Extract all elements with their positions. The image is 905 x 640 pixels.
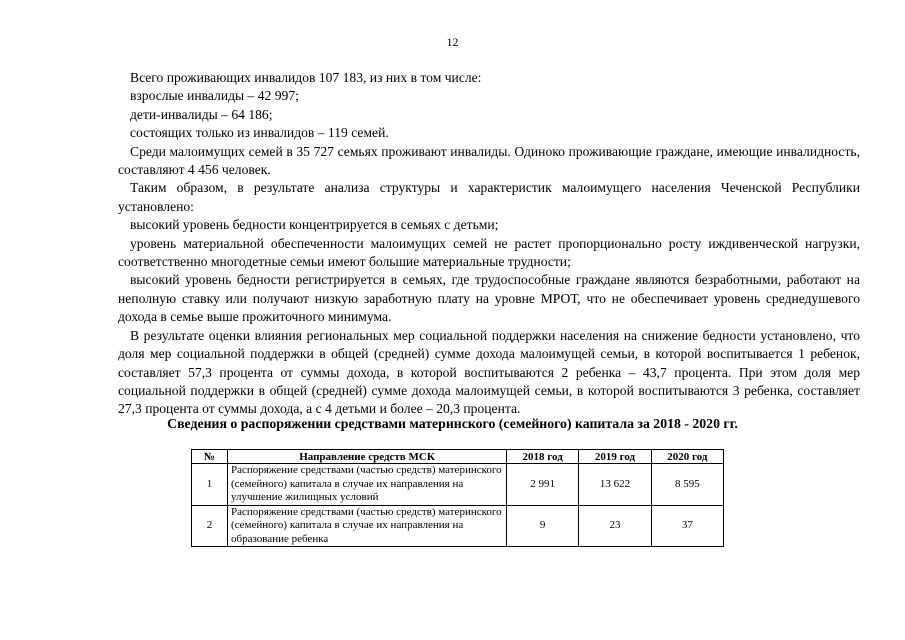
page-number: 12 xyxy=(446,35,459,49)
maternity-capital-table xyxy=(191,449,724,547)
value-2019: 13 622 xyxy=(579,464,651,506)
paragraph: Таким образом, в результате анализа структуры и характеристик малоимущего населения Чеченской Республики установлено: xyxy=(118,180,860,214)
paragraph: высокий уровень бедности концентрируется в семьях с детьми; xyxy=(130,217,499,233)
paragraph: взрослые инвалиды – 42 997; xyxy=(130,88,299,104)
row-description: Распоряжение средствами (частью средств) материнского (семейного) капитала в случае их направления на улучшение жилищных условий xyxy=(228,464,507,506)
body-text xyxy=(118,69,860,419)
paragraph: Всего проживающих инвалидов 107 183, из них в том числе: xyxy=(130,70,482,85)
header-2020: 2020 год xyxy=(651,450,723,464)
row-description: Распоряжение средствами (частью средств) материнского (семейного) капитала в случае их направления на образование ребенка xyxy=(228,505,507,547)
table-title: Сведения о распоряжении средствами материнского (семейного) капитала за 2018 - 2020 гг. xyxy=(167,416,738,431)
value-2019: 23 xyxy=(579,505,651,547)
header-direction: Направление средств МСК xyxy=(228,450,507,464)
header-2018: 2018 год xyxy=(507,450,579,464)
table-row xyxy=(192,464,724,506)
paragraph: дети-инвалиды – 64 186; xyxy=(130,106,273,122)
row-number: 2 xyxy=(192,505,228,547)
paragraph: В результате оценки влияния региональных мер социальной поддержки населения на снижение бедности установлено, что доля мер социальной поддержки в общей (средней) сумме дохода малоимущей семьи, в которой воспитывается 1 ребенок, составляет 57,3 процента от суммы дохода, в которой воспитываются 2 ребенка – 43,7 процента. При этом доля мер социальной поддержки в общей (средней) сумме дохода малоимущей семьи, в которой воспитываются 3 ребенка, составляет 27,3 процента от суммы дохода, а с 4 детьми и более – 20,3 процента. xyxy=(118,327,860,417)
header-2019: 2019 год xyxy=(579,450,651,464)
table-header-row xyxy=(192,450,724,464)
header-number: № xyxy=(192,450,228,464)
paragraph: высокий уровень бедности регистрируется в семьях, где трудоспособные граждане являются безработными, работают на неполную ставку или получают низкую заработную плату на уровне МРОТ, что не обеспечивает уровень среднедушевого дохода в семье выше прожиточного минимума. xyxy=(118,272,860,325)
paragraph: Среди малоимущих семей в 35 727 семьях проживают инвалиды. Одиноко проживающие граждане, имеющие инвалидность, составляют 4 456 человек. xyxy=(118,143,860,178)
value-2020: 37 xyxy=(651,505,723,547)
row-number: 1 xyxy=(192,464,228,506)
table-row xyxy=(192,505,724,547)
value-2018: 2 991 xyxy=(507,464,579,506)
value-2018: 9 xyxy=(507,505,579,547)
paragraph: состоящих только из инвалидов – 119 семей. xyxy=(130,125,389,141)
value-2020: 8 595 xyxy=(651,464,723,506)
paragraph: уровень материальной обеспеченности малоимущих семей не растет пропорционально росту иждивенческой нагрузки, соответственно многодетные семьи имеют большие материальные трудности; xyxy=(118,235,860,270)
